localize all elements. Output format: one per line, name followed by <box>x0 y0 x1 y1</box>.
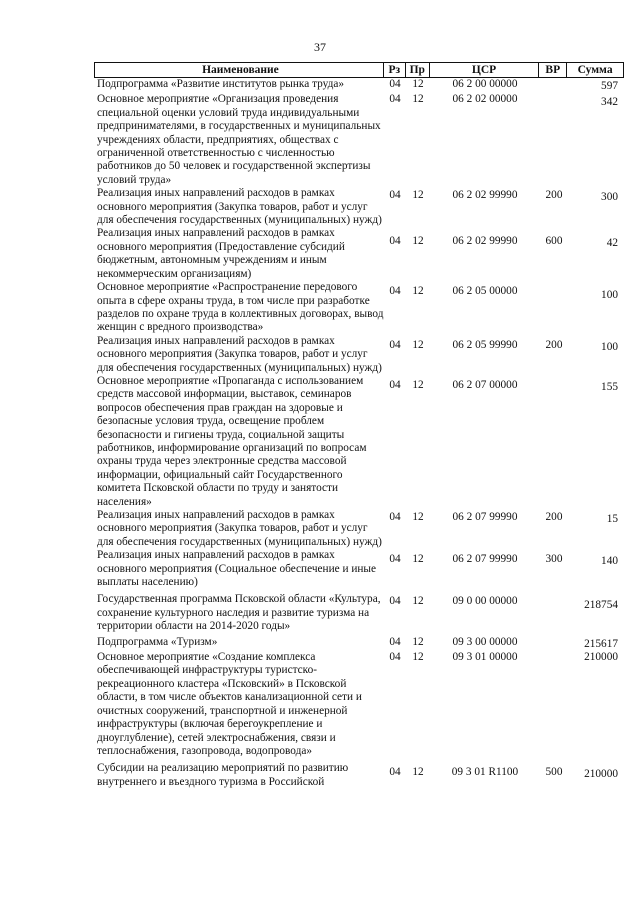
table-row <box>94 375 624 509</box>
row-csr: 06 2 02 99990 <box>452 235 518 248</box>
table-row <box>94 335 624 375</box>
row-vr: 300 <box>545 553 563 566</box>
table-header <box>94 62 624 78</box>
row-pr: 12 <box>412 93 424 106</box>
table-row <box>94 93 624 187</box>
row-sum: 597 <box>601 80 618 92</box>
row-pr: 12 <box>412 635 424 648</box>
row-vr: 200 <box>545 189 563 202</box>
row-name: Субсидии на реализацию мероприятий по развитию внутреннего и въездного туризма в Российской <box>97 762 349 788</box>
row-pr: 12 <box>412 338 424 351</box>
table-row <box>94 187 624 227</box>
header-pr: Пр <box>406 63 430 77</box>
row-sum: 218754 <box>584 599 618 612</box>
page-number: 37 <box>314 40 326 54</box>
row-sum: 210000 <box>584 768 618 781</box>
row-rz: 04 <box>389 595 401 608</box>
row-rz: 04 <box>389 651 401 664</box>
row-csr: 09 3 00 00000 <box>452 635 518 648</box>
row-csr: 06 2 07 00000 <box>452 378 518 391</box>
row-rz: 04 <box>389 285 401 298</box>
row-pr: 12 <box>412 378 424 391</box>
row-name: Основное мероприятие «Пропаганда с использованием средств массовой информации, выставок, семинаров вопросов обеспечения прав граждан на здоровые и безопасные условия труда, освещение проблем безопасности и гигиены труда, социальной защиты работников, информирование организаций по вопросам охраны труда через электронные средства массовой информации, официальный сайт Государственного комитета Псковской области по труду и занятости населения» <box>97 374 367 508</box>
row-name: Государственная программа Псковской области «Культура, сохранение культурного наследия и развитие туризма на территории области на 2014-2020 годы» <box>97 593 381 633</box>
row-sum: 100 <box>601 289 618 302</box>
table-row <box>94 227 624 281</box>
budget-table <box>94 62 624 789</box>
row-csr: 06 2 00 00000 <box>452 78 518 90</box>
row-sum: 140 <box>601 555 618 568</box>
table-row <box>94 281 624 335</box>
row-rz: 04 <box>389 378 401 391</box>
row-name: Реализация иных направлений расходов в рамках основного мероприятия (Закупка товаров, работ и услуг для обеспечения государственных (муниципальных) нужд) <box>97 509 382 548</box>
row-vr: 500 <box>545 766 563 779</box>
row-vr: 600 <box>545 235 563 248</box>
table-row <box>94 636 624 651</box>
row-rz: 04 <box>389 338 401 351</box>
row-name: Реализация иных направлений расходов в рамках основного мероприятия (Предоставление субсидий бюджетным, автономным учреждениям и иным некоммерческим организациям) <box>97 227 345 280</box>
row-rz: 04 <box>389 766 401 779</box>
row-csr: 06 2 07 99990 <box>452 511 518 523</box>
table-row <box>94 549 624 589</box>
row-sum: 100 <box>601 340 618 353</box>
row-name: Основное мероприятие «Распространение передового опыта в сфере охраны труда, в том числе при разработке разделов по охране труда в коллективных договорах, вывод женщин с вредного производства» <box>97 281 384 334</box>
table-row <box>94 593 624 633</box>
row-sum: 15 <box>606 513 618 525</box>
row-sum: 42 <box>606 237 618 250</box>
table-row <box>94 651 624 758</box>
row-sum: 342 <box>601 96 618 109</box>
table-row <box>94 509 624 549</box>
header-csr: ЦСР <box>430 63 540 77</box>
header-sum: Сумма <box>577 64 613 76</box>
row-sum: 210000 <box>584 651 618 664</box>
row-pr: 12 <box>412 235 424 248</box>
row-pr: 12 <box>412 766 424 779</box>
row-csr: 09 0 00 00000 <box>452 595 518 608</box>
row-rz: 04 <box>389 235 401 248</box>
row-name: Подпрограмма «Развитие институтов рынка труда» <box>97 78 345 90</box>
row-rz: 04 <box>389 553 401 566</box>
row-rz: 04 <box>389 78 401 90</box>
table-row <box>94 762 624 789</box>
header-vr: ВР <box>539 63 567 77</box>
header-name: Наименование <box>95 63 384 77</box>
table-row <box>94 78 624 93</box>
row-vr: 200 <box>545 511 563 523</box>
row-csr: 06 2 05 00000 <box>452 285 518 298</box>
row-pr: 12 <box>412 189 424 202</box>
row-name: Основное мероприятие «Создание комплекса обеспечивающей инфраструктуры туристско-рекреационного кластера «Псковский» в Псковской области, в том числе объектов канализационной сети и очистных сооружений, транспортной и инженерной инфраструктуры (включая берегоукрепление и дноуглубление), сетей электроснабжения, связи и теплоснабжения, газопровода, водопровода» <box>97 651 362 757</box>
row-rz: 04 <box>389 635 401 648</box>
row-csr: 09 3 01 00000 <box>452 651 518 664</box>
row-name: Основное мероприятие «Организация проведения специальной оценки условий труда индивидуальными предпринимателями, в государственных и муниципальных учреждениях области, предприятиях, обществах с ограниченной ответственностью с численностью работников до 50 человек и государственной экспертизы условий труда» <box>97 93 381 186</box>
row-vr: 200 <box>545 338 563 351</box>
row-name: Реализация иных направлений расходов в рамках основного мероприятия (Закупка товаров, работ и услуг для обеспечения государственных (муниципальных) нужд) <box>97 334 382 374</box>
row-pr: 12 <box>412 651 424 664</box>
row-rz: 04 <box>389 511 401 523</box>
row-sum: 215617 <box>584 637 618 650</box>
row-pr: 12 <box>412 285 424 298</box>
header-rz: Рз <box>384 63 406 77</box>
row-csr: 06 2 05 99990 <box>452 338 518 351</box>
row-csr: 06 2 07 99990 <box>452 553 518 566</box>
row-name: Реализация иных направлений расходов в рамках основного мероприятия (Закупка товаров, работ и услуг для обеспечения государственных (муниципальных) нужд) <box>97 187 382 227</box>
row-csr: 06 2 02 99990 <box>452 189 518 202</box>
row-name: Подпрограмма «Туризм» <box>97 635 218 648</box>
row-csr: 09 3 01 R1100 <box>451 766 519 779</box>
row-csr: 06 2 02 00000 <box>452 93 518 106</box>
row-pr: 12 <box>412 595 424 608</box>
row-rz: 04 <box>389 93 401 106</box>
row-name: Реализация иных направлений расходов в рамках основного мероприятия (Социальное обеспечение и иные выплаты населению) <box>97 549 377 589</box>
row-sum: 300 <box>601 191 618 204</box>
row-rz: 04 <box>389 189 401 202</box>
row-pr: 12 <box>412 78 424 90</box>
row-sum: 155 <box>601 380 618 393</box>
row-pr: 12 <box>412 553 424 566</box>
row-pr: 12 <box>412 511 424 523</box>
